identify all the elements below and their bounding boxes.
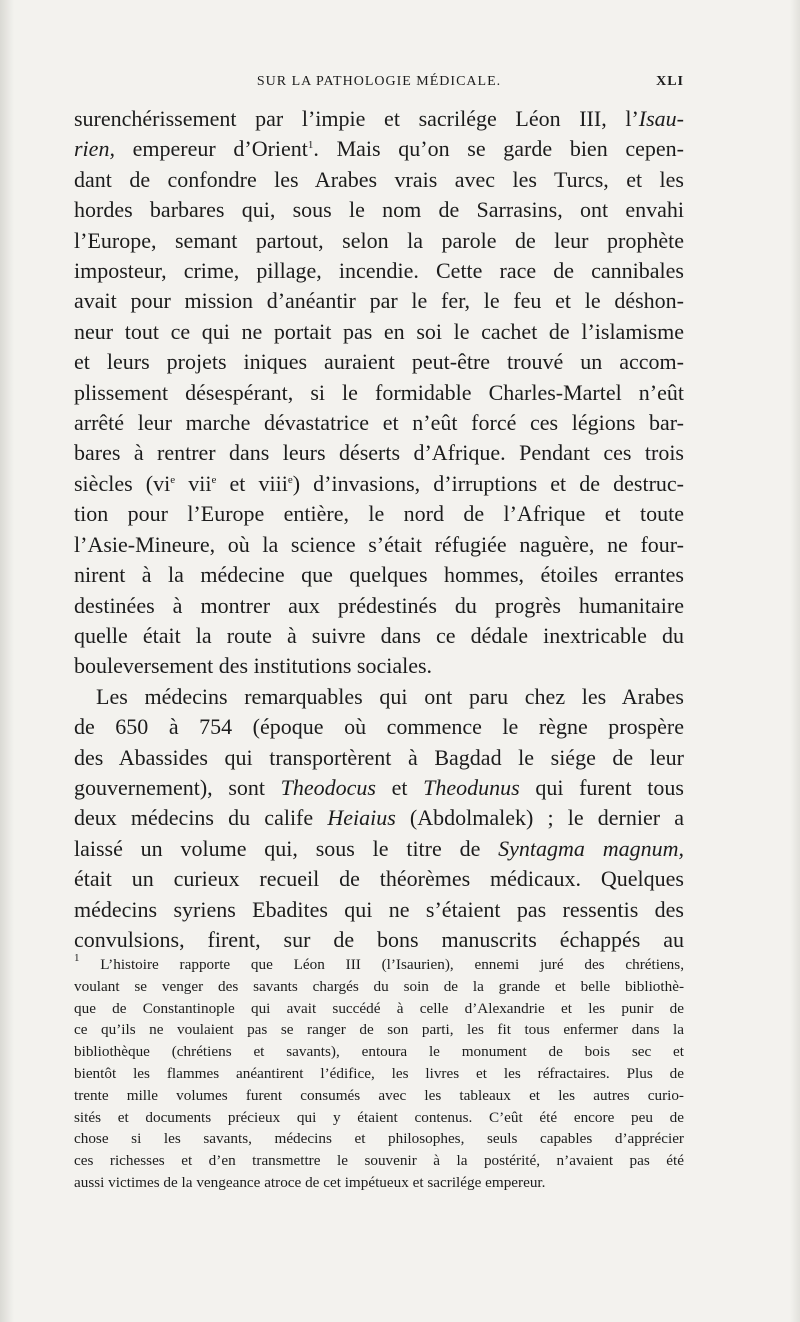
footnote <box>74 954 684 1194</box>
page-header <box>74 74 684 100</box>
text-line: bares à rentrer dans leurs déserts d’Afrique. Pendant ces trois <box>74 440 684 466</box>
text-line: tion pour l’Europe entière, le nord de l’Afrique et toute <box>74 501 684 527</box>
running-title: SUR LA PATHOLOGIE MÉDICALE. <box>256 74 502 89</box>
text-line: des Abassides qui transportèrent à Bagdad le siége de leur <box>74 744 684 770</box>
text-line: imposteur, crime, pillage, incendie. Cette race de cannibales <box>74 258 684 284</box>
text-line: arrêté leur marche dévastatrice et n’eût forcé ces légions bar- <box>74 410 684 436</box>
text-line: convulsions, firent, sur de bons manuscrits échappés au <box>74 926 684 952</box>
text-line: avait pour mission d’anéantir par le fer, le feu et le déshon- <box>74 288 684 314</box>
page-number: XLI <box>656 74 684 89</box>
footnote-line: trente mille volumes furent consumés avec les tableaux et les autres curio- <box>74 1086 684 1104</box>
text-line: Les médecins remarquables qui ont paru chez les Arabes <box>96 683 684 709</box>
footnote-marker: 1 <box>74 952 80 964</box>
text-line: siècles ($vi^e$ vii$^e$ et viii$^e$) d’invasions, d’irruptions et de destruc- <box>74 470 685 496</box>
text-line: dant de confondre les Arabes vrais avec les Turcs, et les <box>74 166 684 192</box>
text-line: plissement désespérant, si le formidable Charles-Martel n’eût <box>74 379 684 405</box>
paragraph-2 <box>74 682 684 956</box>
text-line: nirent à la médecine que quelques hommes, étoiles errantes <box>74 562 684 588</box>
main-text <box>74 104 684 955</box>
text-line: médecins syriens Ebadites qui ne s’étaient pas ressentis des <box>74 896 684 922</box>
footnote-line: bientôt les flammes anéantirent l’édifice, les livres et les réfractaires. Plus de <box>74 1064 684 1082</box>
text-line: neur tout ce qui ne portait pas en soi le cachet de l’islamisme <box>74 318 684 344</box>
text-line: laissé un volume qui, sous le titre de Syntagma magnum, <box>74 835 685 861</box>
footnote-line: aussi victimes de la vengeance atroce de cet impétueux et sacrilége empereur. <box>74 1173 546 1191</box>
text-line: deux médecins du calife Heiaius (Abdolmalek) ; le dernier a <box>74 805 684 831</box>
footnote-line: ce qu’ils ne voulaient pas se ranger de son parti, les fit tous enfermer dans la <box>74 1021 684 1039</box>
text-line: quelle était la route à suivre dans ce dédale inextricable du <box>74 622 684 648</box>
footnote-line: chose si les savants, médecins et philosophes, seuls capables d’apprécier <box>74 1130 684 1148</box>
footnote-line: ces richesses et d’en transmettre le souvenir à la postérité, n’avaient pas été <box>74 1152 684 1170</box>
text-line: bouleversement des institutions sociales. <box>74 653 433 679</box>
text-line: l’Europe, semant partout, selon la parole de leur prophète <box>74 227 684 253</box>
text-line: de 650 à 754 (époque où commence le règne prospère <box>74 714 684 740</box>
text-line: était un curieux recueil de théorèmes médicaux. Quelques <box>74 866 684 892</box>
footnote-ref[interactable]: 1 <box>307 139 314 152</box>
text-line: et leurs projets iniques auraient peut-être trouvé un accom- <box>74 349 684 375</box>
page-edge-shadow-right <box>790 0 800 1322</box>
footnote-line: bibliothèque (chrétiens et savants), entoura le monument de bois sec et <box>74 1043 684 1061</box>
text-line: rien, empereur d’Orient$^1$. Mais qu’on se garde bien cepen- <box>74 136 684 162</box>
text-line: destinées à montrer aux prédestinés du progrès humanitaire <box>74 592 684 618</box>
text-line: gouvernement), sont Theodocus et Theodunus qui furent tous <box>74 774 684 800</box>
footnote-line: voulant se venger des savants chargés du soin de la grande et belle bibliothè- <box>74 977 684 995</box>
text-line: hordes barbares qui, sous le nom de Sarrasins, ont envahi <box>74 197 684 223</box>
text-line: surenchérissement par l’impie et sacrilége Léon III, l’Isau- <box>74 106 684 131</box>
footnote-line: $^1$ L’histoire rapporte que Léon III (l’Isaurien), ennemi juré des chrétiens, <box>74 952 684 973</box>
paragraph-1 <box>74 104 684 682</box>
footnote-line: sités et documents précieux qui y étaient contenus. C’eût été encore peu de <box>74 1108 684 1126</box>
page-edge-shadow-left <box>0 0 14 1322</box>
text-line: l’Asie-Mineure, où la science s’était réfugiée naguère, ne four- <box>74 531 684 557</box>
footnote-line: que de Constantinople qui avait succédé à celle d’Alexandrie et les punir de <box>74 999 684 1017</box>
